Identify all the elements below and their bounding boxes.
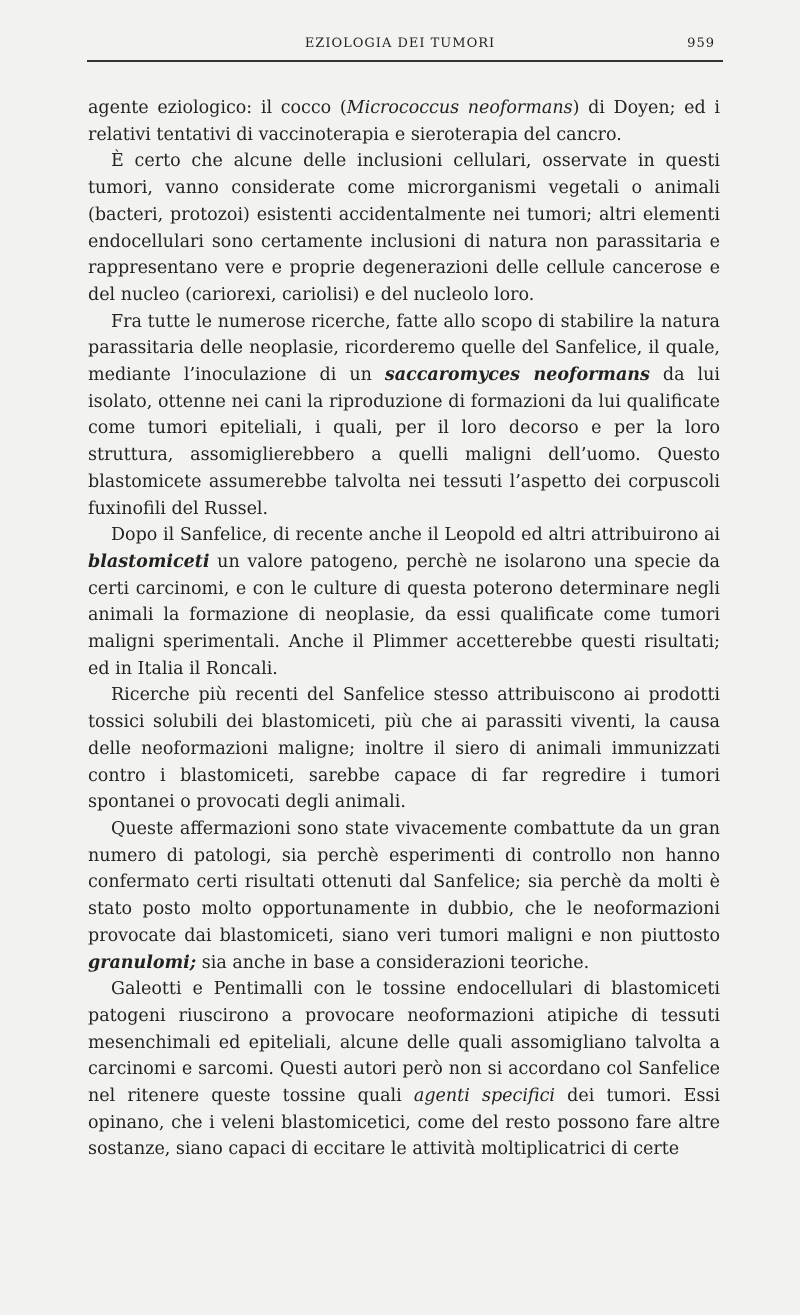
text-run: È certo che alcune delle inclusioni cellulari, osservate in questi tumori, vanno considerate come microrganismi vegetali o animali (bacteri, protozoi) esistenti accidentalmente nei tumori; altri elementi endocellulari sono certamente inclusioni di natura non parassitaria e rappresentano vere e proprie degenerazioni delle cellule cancerose e del nucleo (cariorexi, cariolisi) e del nucleolo loro. — [88, 151, 720, 305]
paragraph — [88, 309, 720, 523]
text-run: Dopo il Sanfelice, di recente anche il Leopold ed altri attribuirono ai — [111, 525, 720, 546]
emphasis-text: Micrococcus neoformans — [346, 98, 573, 118]
emphasis-text: saccaromyces neoformans — [384, 365, 650, 386]
text-run: agente eziologico: il cocco ( — [88, 98, 347, 118]
text-run: Queste affermazioni sono state vivacemente combattute da un gran numero di patologi, sia perchè esperimenti di controllo non hanno confermato certi risultati ottenuti dal Sanfelice; sia perchè da molti è stato posto molto opportunamente in dubbio, che le neoformazioni provocate dai blastomiceti, siano veri tumori maligni e non piuttosto — [88, 818, 720, 946]
paragraph — [88, 816, 720, 976]
emphasis-text: blastomiceti — [88, 551, 210, 572]
paragraph — [88, 976, 720, 1163]
text-run: sia anche in base a considerazioni teoriche. — [196, 952, 590, 973]
paragraph — [88, 95, 720, 148]
paragraph — [88, 682, 720, 816]
header-rule — [87, 60, 723, 62]
paragraph — [88, 148, 720, 308]
page-number: 959 — [687, 36, 715, 51]
emphasis-text: granulomi; — [88, 952, 197, 973]
text-run: Fra tutte le numerose ricerche, fatte allo scopo di stabilire la natura parassitaria delle neoplasie, ricorderemo quelle del Sanfelice, il quale, mediante l’inoculazione di un — [88, 311, 720, 386]
running-head — [0, 36, 800, 56]
text-run: Galeotti e Pentimalli con le tossine endocellulari di blastomiceti patogeni riuscirono a provocare neoformazioni atipiche di tessuti mesenchimali ed epiteliali, alcune delle quali assomigliano talvolta a carcinomi e sarcomi. Questi autori però non si accordano col Sanfelice nel ritenere queste tossine quali — [88, 979, 720, 1107]
text-run: da lui isolato, ottenne nei cani la riproduzione di formazioni da lui qualificate come tumori epiteliali, i quali, per il loro decorso e per la loro struttura, assomiglierebbero a quelli maligni dell’uomo. Questo blastomicete assumerebbe talvolta nei tessuti l’aspetto dei corpuscoli fuxinofili del Russel. — [88, 365, 720, 519]
text-run: un valore patogeno, perchè ne isolarono una specie da certi carcinomi, e con le culture di questa poterono determinare negli animali la formazione di neoplasie, da essi qualificate come tumori maligni sperimentali. Anche il Plimmer accetterebbe questi risultati; ed in Italia il Roncali. — [88, 551, 720, 679]
body-text — [88, 95, 720, 1163]
paragraph — [88, 522, 720, 682]
text-run: ) di Doyen; ed i relativi tentativi di vaccinoterapia e sieroterapia del cancro. — [88, 98, 721, 145]
text-run: Ricerche più recenti del Sanfelice stesso attribuiscono ai prodotti tossici solubili dei blastomiceti, più che ai parassiti viventi, la causa delle neoformazioni maligne; inoltre il siero di animali immunizzati contro i blastomiceti, sarebbe capace di far regredire i tumori spontanei o provocati degli animali. — [88, 685, 720, 813]
text-run: dei tumori. Essi opinano, che i veleni blastomicetici, come del resto possono fare altre sostanze, siano capaci di eccitare le attività moltiplicatrici di certe — [88, 1086, 721, 1160]
emphasis-text: agenti specifici — [413, 1086, 555, 1107]
running-title: EZIOLOGIA DEI TUMORI — [304, 36, 496, 51]
